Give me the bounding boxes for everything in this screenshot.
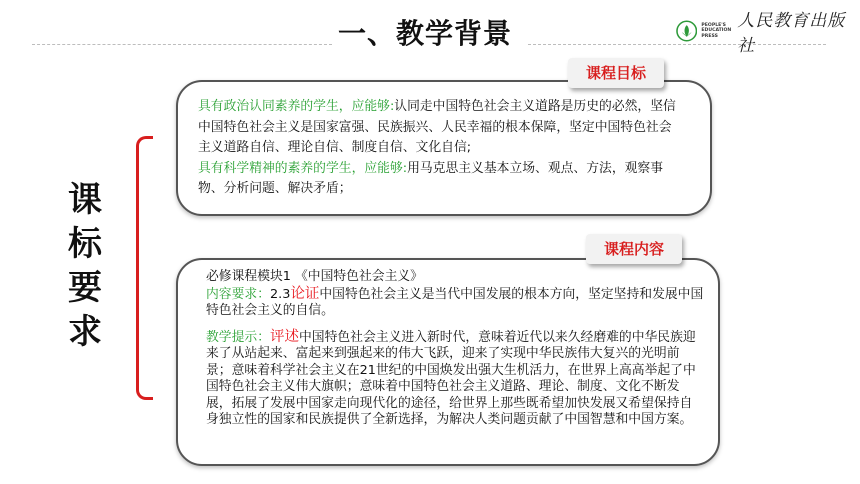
side-label: 课 标 要 求 (68, 180, 102, 352)
teaching-hint: 教学提示：评述中国特色社会主义进入新时代，意味着近代以来久经磨难的中华民族迎来了从站起来、富起来到强起来的伟大飞跃，迎来了实现中华民族伟大复兴的光明前景；意味着科学社会主义在21世纪的中国焕发出强大生机活力，在世界上高高举起了中国特色社会主义伟大旗帜；意味着中国特色社会主义道路、理论、制度、文化不断发展，拓展了发展中国家走向现代化的途径，给世界上那些既希望加快发展又希望保持自身独立性的国家和民族提供了全新选择，为解决人类问题贡献了中国智慧和中国方案。 (206, 328, 696, 427)
side-bracket (136, 136, 153, 400)
course-goal-text (198, 97, 684, 200)
scientific-spirit-label: 具有科学精神的素养的学生，应能够: (198, 160, 408, 176)
course-content-tag: 课程内容 (586, 234, 682, 264)
publisher-name-en: PEOPLE'S EDUCATION PRESS (701, 22, 732, 39)
content-requirement: 内容要求：2.3论证中国特色社会主义是当代中国发展的根本方向，坚定坚持和发展中国特色社会主义的自信。 (206, 285, 704, 318)
publisher-name-cn: 人民教育出版社 (737, 11, 846, 56)
political-literacy-label: 具有政治认同素养的学生，应能够: (198, 99, 395, 114)
scientific-spirit-text: 用马克思主义基本立场、观点、方法，观察事物、分析问题、解决矛盾； (198, 160, 663, 196)
page-title: 一、教学背景 (337, 17, 512, 50)
header-divider-left (32, 44, 332, 45)
hint-verb: 评述 (269, 328, 299, 345)
publisher-emblem-icon (676, 20, 697, 42)
political-literacy-text: 认同走中国特色社会主义道路是历史的必然，坚信中国特色社会主义是国家富强、民族振兴、人民幸福的根本保障，坚定中国特色社会主义道路自信、理论自信、制度自信、文化自信; (198, 99, 676, 155)
requirement-verb: 论证 (290, 285, 320, 302)
course-content-text (206, 269, 704, 429)
publisher-logo (676, 6, 860, 56)
course-goal-tag: 课程目标 (568, 58, 664, 88)
module-title: 必修课程模块1 《中国特色社会主义》 (206, 269, 423, 284)
